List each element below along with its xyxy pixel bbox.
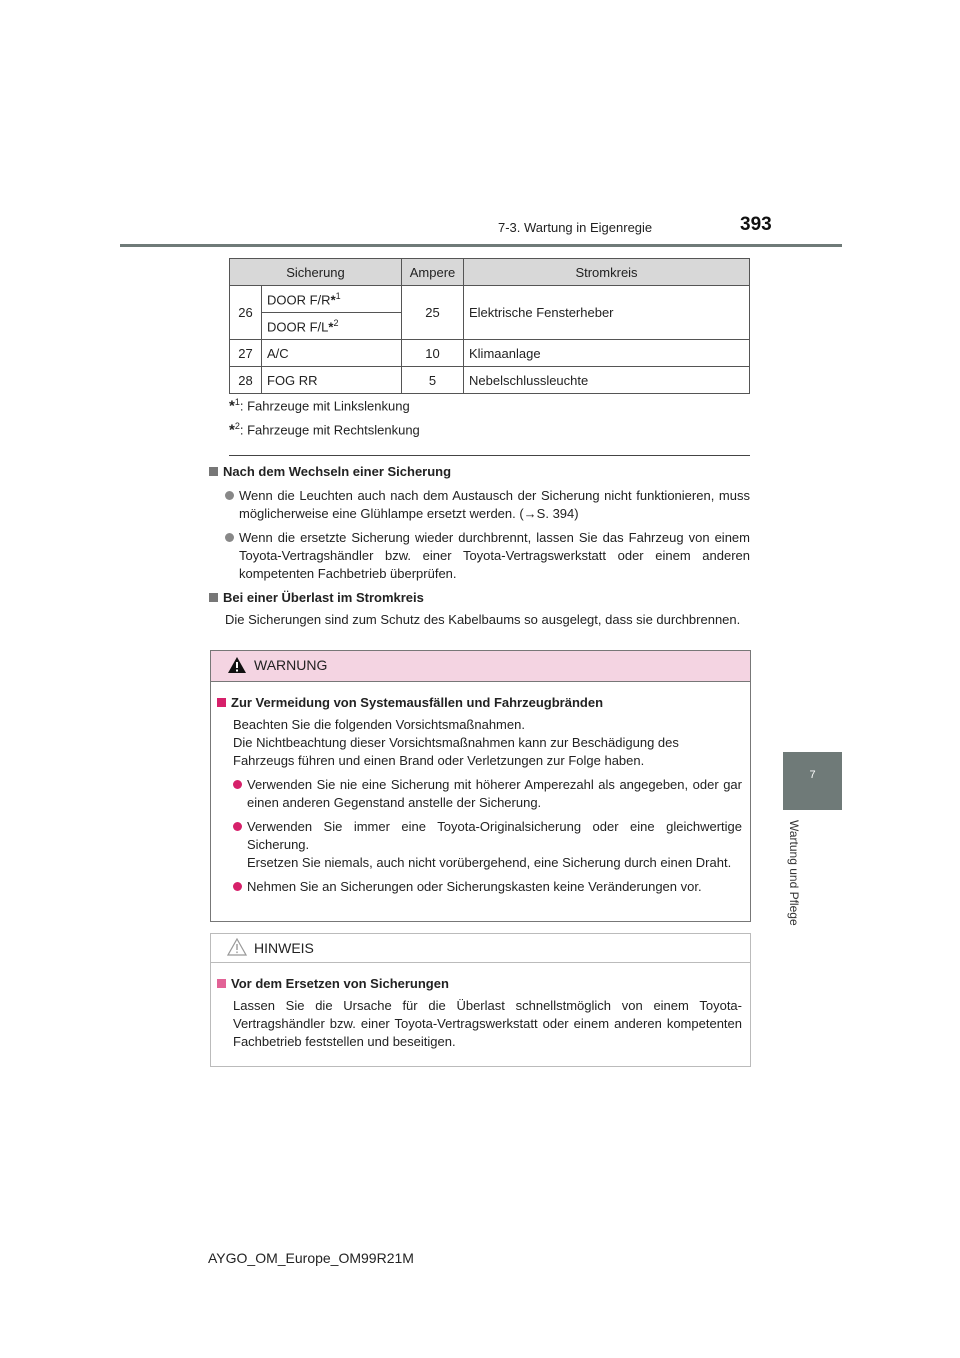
fuse-number: 27 (230, 340, 262, 367)
notice-title: HINWEIS (254, 940, 314, 956)
notice-body (211, 963, 750, 1051)
warning-header (211, 651, 750, 682)
table-row (230, 367, 750, 394)
paragraph: Lassen Sie die Ursache für die Überlast schnellstmöglich von einem Toyota-Vertragshändler bzw. einer Toyota-Vertragswerkstatt oder einem anderen kompetenten Fachbetrieb feststellen und beseitigen. (233, 998, 742, 1049)
section-heading: Bei einer Überlast im Stromkreis (209, 589, 750, 607)
paragraph: Die Sicherungen sind zum Schutz des Kabelbaums so ausgelegt, dass sie durchbrennen. (225, 612, 741, 627)
table-row (230, 340, 750, 367)
fuse-name: A/C (262, 340, 402, 367)
list-item: Wenn die Leuchten auch nach dem Austausch der Sicherung nicht funktionieren, muss möglicherweise eine Glühlampe ersetzt werden. (→S. 394) (209, 487, 750, 523)
list-item: Verwenden Sie immer eine Toyota-Originalsicherung oder eine gleichwertige Sicherung. Ersetzen Sie niemals, auch nicht vorübergehend, eine Sicherung durch einen Draht. (217, 818, 742, 872)
footnote-2: *$^2$: Fahrzeuge mit Rechtslenkung (229, 421, 420, 439)
document-id: AYGO_OM_Europe_OM99R21M (208, 1250, 414, 1266)
square-bullet-icon (217, 698, 226, 707)
circle-bullet-icon (225, 491, 234, 500)
circle-bullet-icon (233, 882, 242, 891)
header-divider (120, 244, 842, 247)
circle-bullet-icon (225, 533, 234, 542)
column-header-fuse: Sicherung (230, 259, 402, 286)
fuse-name: FOG RR (262, 367, 402, 394)
fuse-number: 26 (230, 286, 262, 340)
fuse-circuit: Klimaanlage (464, 340, 750, 367)
fuse-name: DOOR F/L*$^2$ (262, 313, 402, 340)
list-item: Nehmen Sie an Sicherungen oder Sicherungskasten keine Veränderungen vor. (217, 878, 742, 896)
chapter-label-text: Wartung und Pflege (787, 820, 801, 926)
fuse-ampere: 5 (402, 367, 464, 394)
fuse-name: DOOR F/R*$^1$ (262, 286, 402, 313)
square-bullet-icon (209, 467, 218, 476)
paragraph: Beachten Sie die folgenden Vorsichtsmaßnahmen. Die Nichtbeachtung dieser Vorsichtsmaßnahmen kann zur Beschädigung des Fahrzeugs führen und einen Brand oder Verletzungen zur Folge haben. (233, 717, 679, 768)
warning-body (211, 682, 750, 896)
fuse-circuit: Elektrische Fensterheber (464, 286, 750, 340)
warning-heading: Zur Vermeidung von Systemausfällen und Fahrzeugbränden (217, 694, 742, 712)
notice-header (211, 934, 750, 963)
chapter-side-label (785, 820, 805, 940)
list-item: Verwenden Sie nie eine Sicherung mit höherer Amperezahl als angegeben, oder gar einen anderen Gegenstand anstelle der Sicherung. (217, 776, 742, 812)
square-bullet-icon (209, 593, 218, 602)
column-header-ampere: Ampere (402, 259, 464, 286)
warning-box (210, 650, 751, 922)
warning-icon (227, 656, 247, 674)
circle-bullet-icon (233, 822, 242, 831)
info-section-fuse-change (209, 463, 750, 629)
column-header-circuit: Stromkreis (464, 259, 750, 286)
chapter-tab (783, 752, 842, 810)
warning-title: WARNUNG (254, 657, 328, 673)
section-divider (229, 455, 750, 456)
fuse-circuit: Nebelschlussleuchte (464, 367, 750, 394)
fuse-ampere: 10 (402, 340, 464, 367)
caution-icon (227, 938, 247, 956)
fuse-ampere: 25 (402, 286, 464, 340)
notice-box (210, 933, 751, 1067)
square-bullet-icon (217, 979, 226, 988)
section-title: 7-3. Wartung in Eigenregie (498, 220, 653, 235)
fuse-table (229, 258, 750, 394)
page-number: 393 (740, 214, 772, 235)
fuse-number: 28 (230, 367, 262, 394)
footnote-1: *$^1$: Fahrzeuge mit Linkslenkung (229, 397, 410, 415)
table-header-row (230, 259, 750, 286)
circle-bullet-icon (233, 780, 242, 789)
section-heading: Nach dem Wechseln einer Sicherung (209, 463, 750, 481)
notice-heading: Vor dem Ersetzen von Sicherungen (217, 975, 742, 993)
table-row (230, 286, 750, 313)
list-item: Wenn die ersetzte Sicherung wieder durchbrennt, lassen Sie das Fahrzeug von einem Toyota-Vertragshändler bzw. einer Toyota-Vertragswerkstatt oder einem anderen kompetenten Fachbetrieb überprüfen. (209, 529, 750, 583)
chapter-number: 7 (809, 769, 816, 781)
